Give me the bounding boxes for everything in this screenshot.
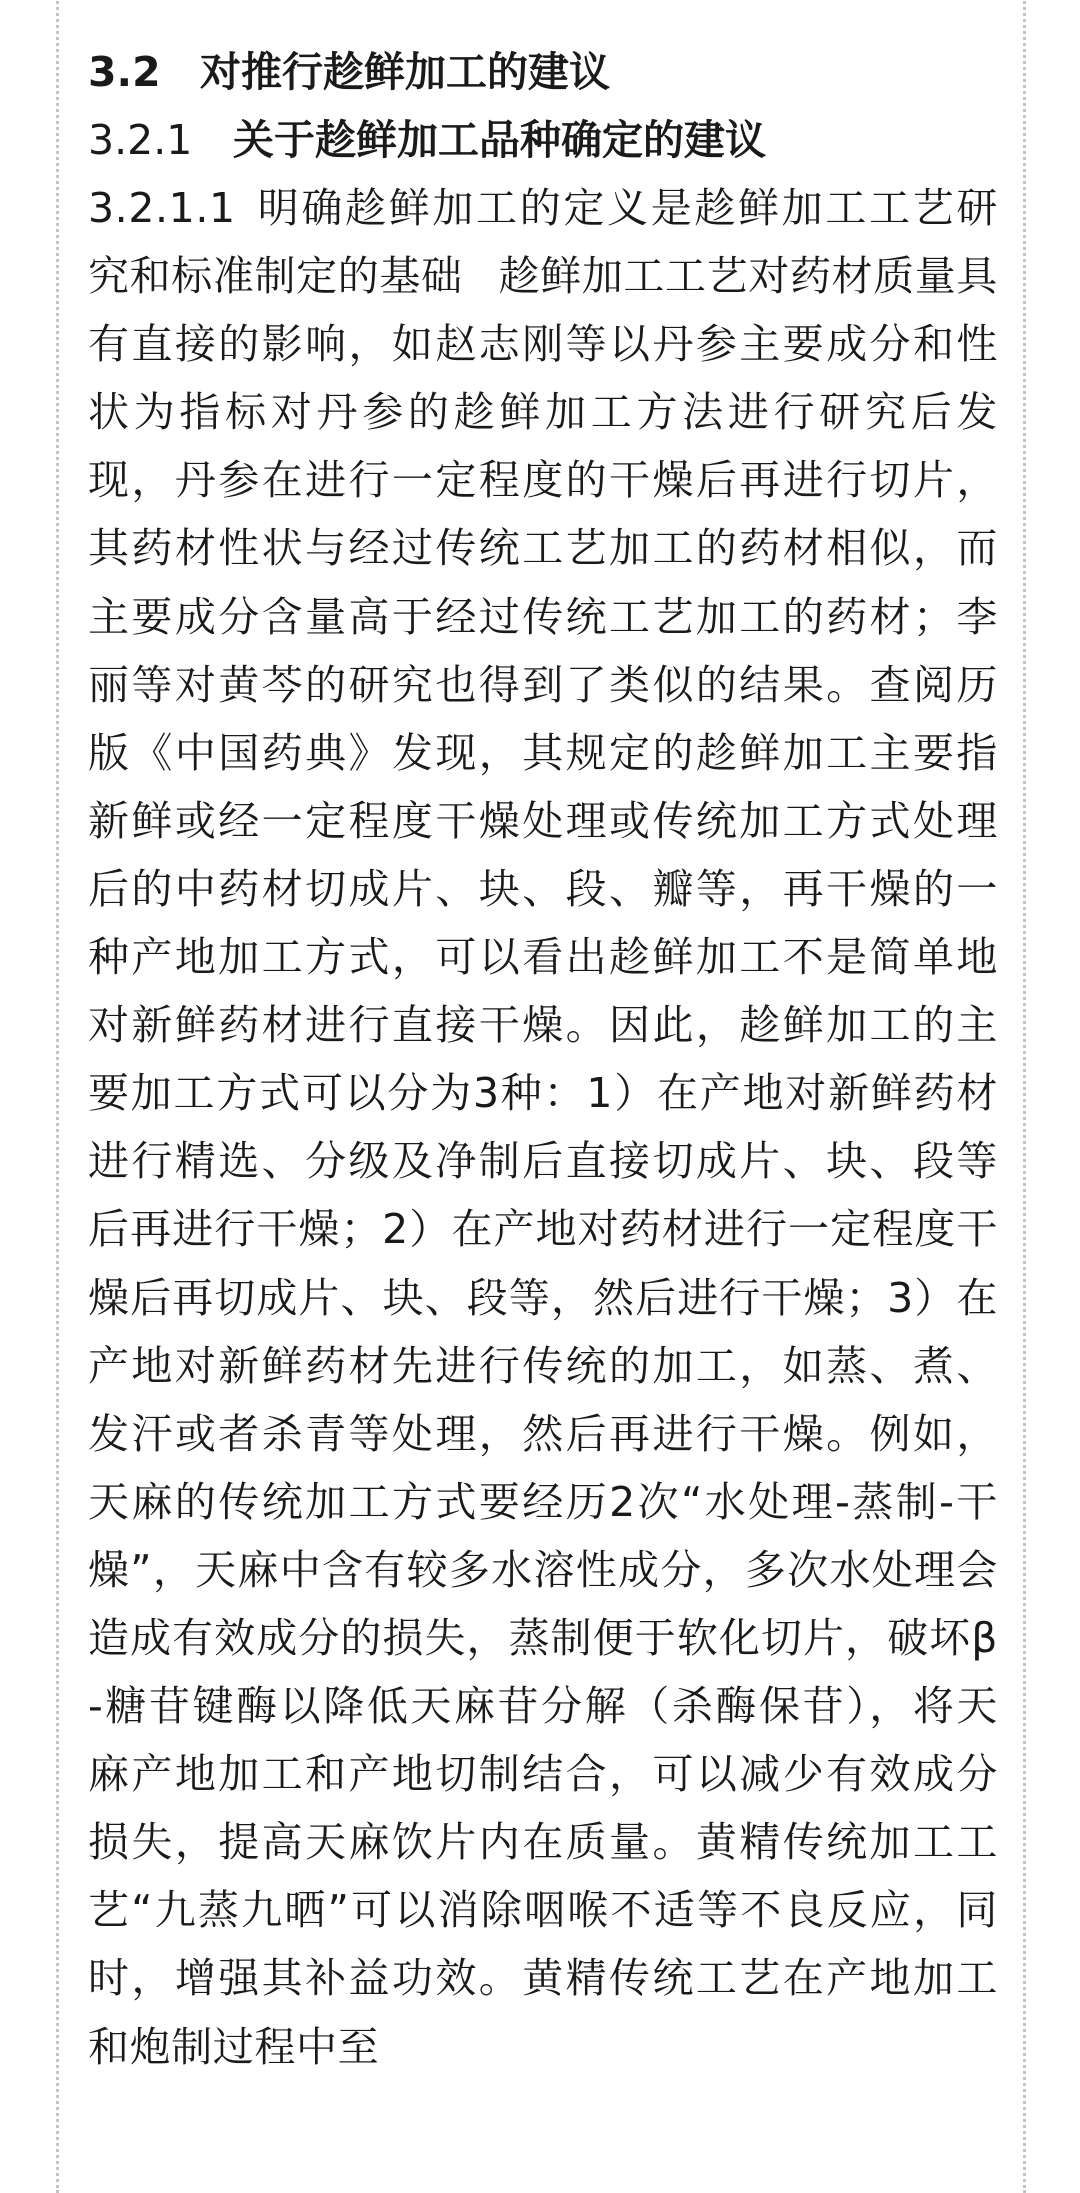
paragraph-text: 趁鲜加工工艺对药材质量具有直接的影响，如赵志刚等以丹参主要成分和性状为指标对丹参的趁鲜加工方法进行研究后发现，丹参在进行一定程度的干燥后再进行切片，其药材性状与经过传统工艺加工的药材相似，而主要成分含量高于经过传统工艺加工的药材；李丽等对黄芩的研究也得到了类似的结果。查阅历版《中国药典》发现，其规定的趁鲜加工主要指新鲜或经一定程度干燥处理或传统加工方式处理后的中药材切成片、块、段、瓣等，再干燥的一种产地加工方式，可以看出趁鲜加工不是简单地对新鲜药材进行直接干燥。因此，趁鲜加工的主要加工方式可以分为3种：1）在产地对新鲜药材进行精选、分级及净制后直接切成片、块、段等后再进行干燥；2）在产地对药材进行一定程度干燥后再切成片、块、段等，然后进行干燥；3）在产地对新鲜药材先进行传统的加工，如蒸、煮、发汗或者杀青等处理，然后再进行干燥。例如，天麻的传统加工方式要经历2次“水处理-蒸制-干燥”，天麻中含有较多水溶性成分，多次水处理会造成有效成分的损失，蒸制便于软化切片，破坏β-糖苷键酶以降低天麻苷分解（杀酶保苷），将天麻产地加工和产地切制结合，可以减少有效成分损失，提高天麻饮片内在质量。黄精传统加工工艺“九蒸九晒”可以消除咽喉不适等不良反应，同时，增强其补益功效。黄精传统工艺在产地加工和炮制过程中至 [88, 252, 998, 2071]
paragraph-lead-title: 明确趁鲜加工的定义是趁鲜加工工艺研究和标准制定的基础 [88, 184, 998, 301]
section-title: 对推行趁鲜加工的建议 [200, 48, 610, 96]
document-body [88, 38, 998, 2081]
subsection-title: 关于趁鲜加工品种确定的建议 [233, 116, 766, 164]
section-heading [88, 38, 998, 106]
body-paragraph [88, 174, 998, 2081]
subsection-number: 3.2.1 [88, 116, 193, 164]
paragraph-number: 3.2.1.1 [88, 184, 236, 232]
section-number: 3.2 [88, 48, 161, 96]
subsection-heading [88, 106, 998, 174]
